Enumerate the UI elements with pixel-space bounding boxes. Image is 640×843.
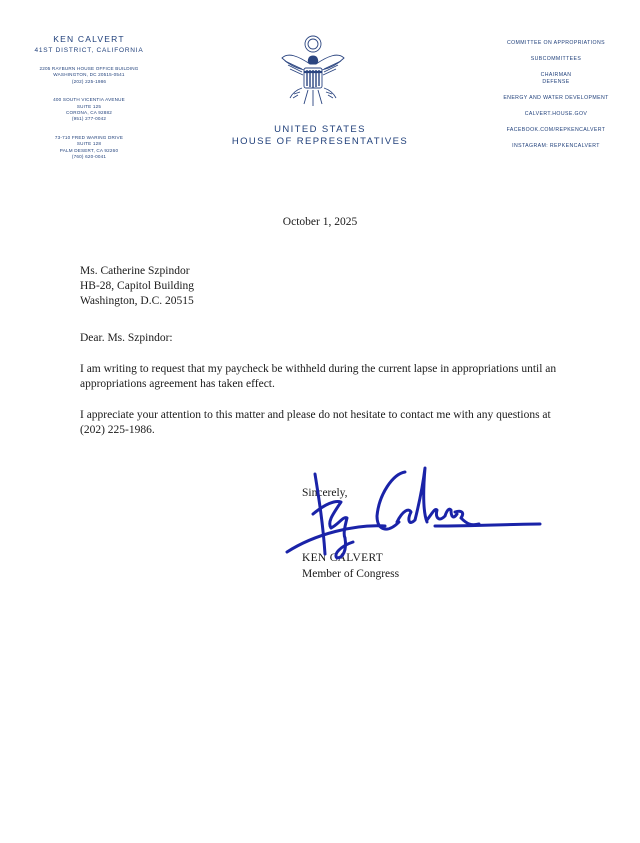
website: CALVERT.HOUSE.GOV bbox=[524, 111, 588, 117]
office-line: 73-710 FRED WARING DRIVE bbox=[54, 134, 124, 140]
letter-date: October 1, 2025 bbox=[282, 216, 358, 228]
instagram: INSTAGRAM: REPKENCALVERT bbox=[512, 143, 600, 149]
handwritten-signature bbox=[285, 454, 545, 574]
body-paragraph: I am writing to request that my paycheck be withheld during the current lapse in appropriations until an appropriations agreement has taken effect. bbox=[80, 363, 557, 390]
office-line: WASHINGTON, DC 20515-0541 bbox=[53, 72, 125, 78]
office-line: (202) 225-1986 bbox=[71, 78, 107, 84]
office-line: SUITE 128 bbox=[76, 141, 102, 147]
subcommittee-energy: ENERGY AND WATER DEVELOPMENT bbox=[503, 95, 609, 101]
facebook: FACEBOOK.COM/REPKENCALVERT bbox=[506, 127, 606, 133]
house-title bbox=[222, 124, 418, 147]
recipient-block bbox=[80, 264, 558, 309]
subcommittee-defense: DEFENSE bbox=[542, 79, 570, 85]
house-title-line1: UNITED STATES bbox=[274, 124, 366, 135]
recipient-address-line: HB-28, Capitol Building bbox=[80, 280, 195, 292]
office-line: 2205 RAYBURN HOUSE OFFICE BUILDING bbox=[39, 66, 139, 71]
district: 41ST DISTRICT, CALIFORNIA bbox=[34, 47, 144, 54]
closing: Sincerely, bbox=[302, 487, 348, 499]
subcommittees: SUBCOMMITTEES bbox=[530, 56, 582, 62]
recipient-address-line: Washington, D.C. 20515 bbox=[80, 295, 194, 307]
letterhead-left bbox=[28, 34, 150, 160]
house-title-line2: HOUSE OF REPRESENTATIVES bbox=[231, 136, 409, 147]
office-line: (951) 277-0042 bbox=[71, 116, 107, 122]
office-line: SUITE 125 bbox=[76, 103, 102, 109]
office-line: 400 SOUTH VICENTIA AVENUE bbox=[53, 97, 125, 103]
recipient-name: Ms. Catherine Szpindor bbox=[80, 265, 190, 277]
member-name: KEN CALVERT bbox=[53, 34, 125, 44]
office-palm-desert bbox=[28, 135, 150, 161]
great-seal-icon bbox=[280, 34, 346, 112]
body-paragraph: I appreciate your attention to this matter and please do not hesitate to contact me with any questions at (202) 225-1986. bbox=[80, 409, 551, 436]
signer-title: Member of Congress bbox=[302, 568, 400, 580]
letterhead-right bbox=[494, 40, 618, 150]
office-line: (760) 620-0041 bbox=[71, 154, 107, 160]
signer-name: KEN CALVERT bbox=[302, 552, 384, 564]
chairman: CHAIRMAN bbox=[540, 72, 572, 78]
office-corona bbox=[28, 97, 150, 123]
office-line: PALM DESERT, CA 92260 bbox=[59, 147, 119, 153]
office-line: CORONA, CA 92882 bbox=[65, 110, 113, 116]
greeting: Dear. Ms. Szpindor: bbox=[80, 332, 173, 344]
office-dc bbox=[28, 66, 150, 85]
committee: COMMITTEE ON APPROPRIATIONS bbox=[506, 40, 606, 46]
